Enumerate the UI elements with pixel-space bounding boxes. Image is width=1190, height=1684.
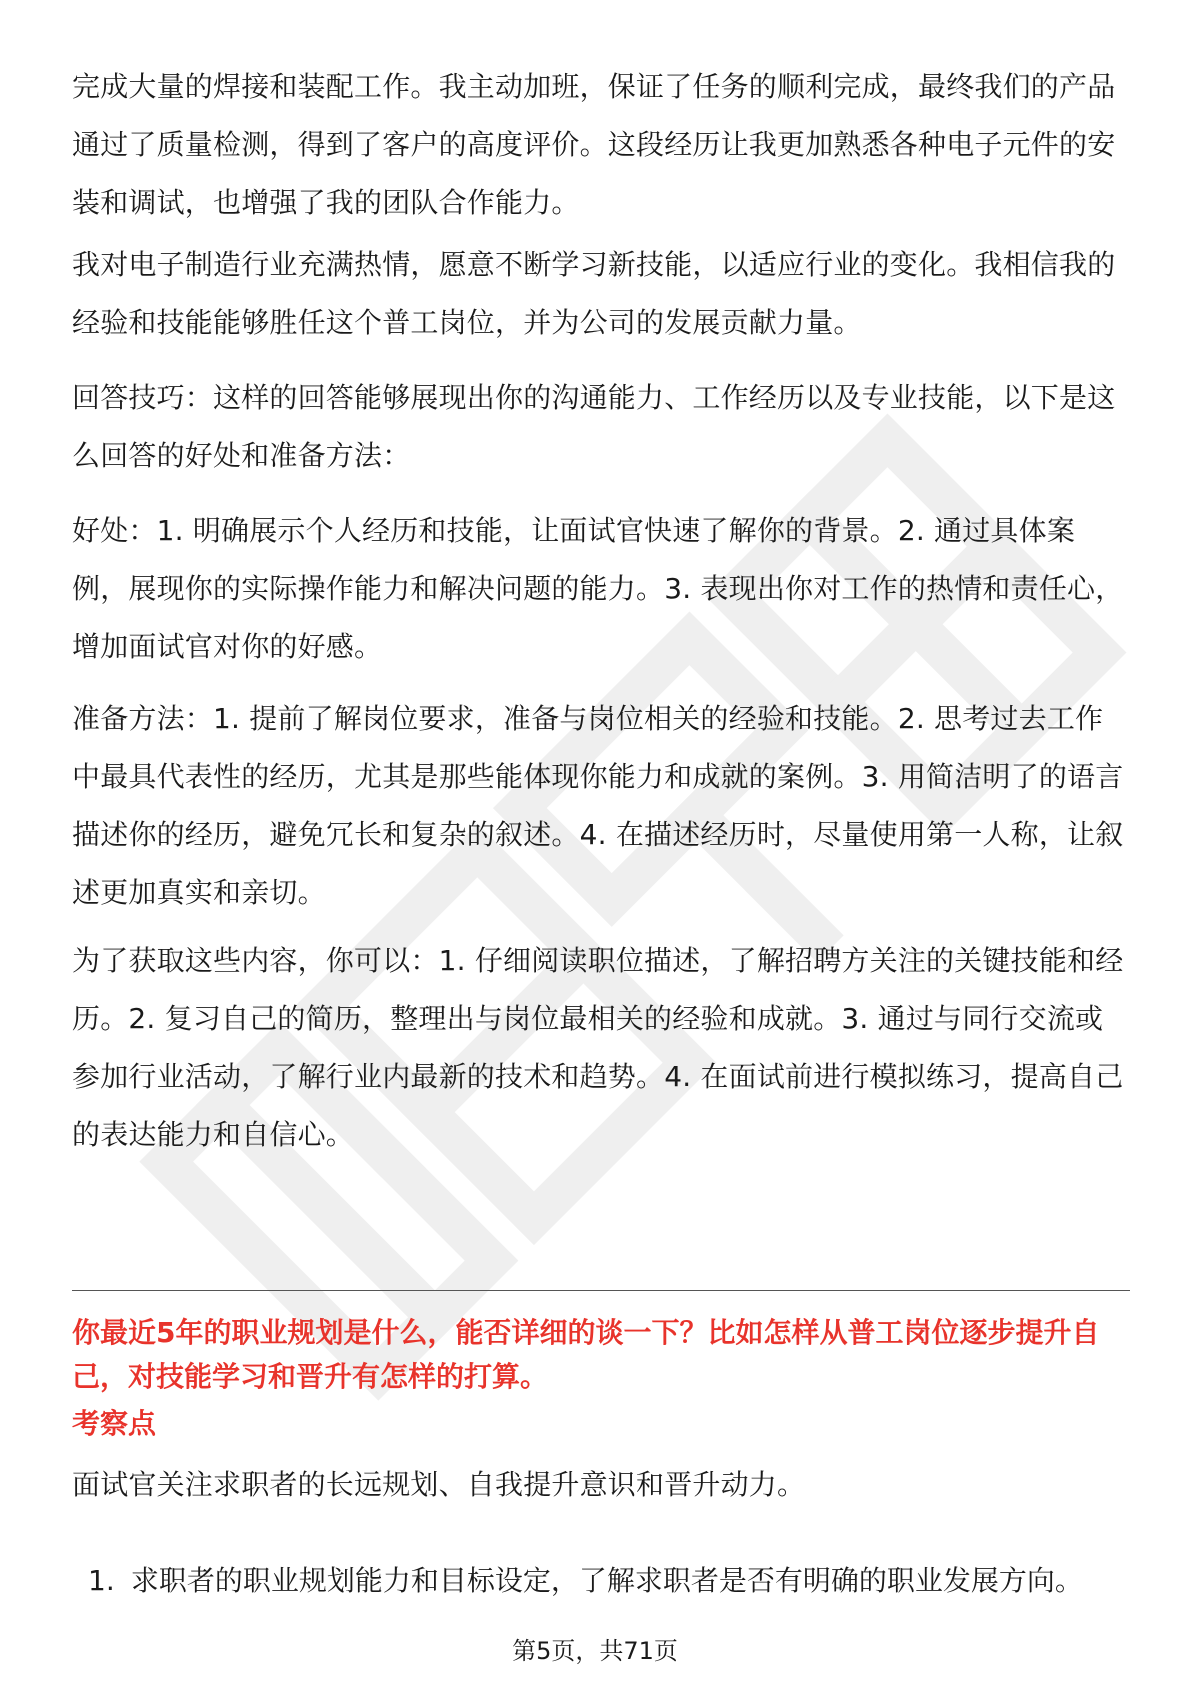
intro-paragraph: 面试官关注求职者的长远规划、自我提升意识和晋升动力。 — [72, 1468, 806, 1501]
paragraph-experience: 完成大量的焊接和装配工作。我主动加班，保证了任务的顺利完成，最终我们的产品通过了质量检测，得到了客户的高度评价。这段经历让我更加熟悉各种电子元件的安装和调试，也增强了我的团队合作能力。 — [72, 70, 1116, 219]
page-footer: 第5页，共71页 — [512, 1637, 678, 1665]
paragraph-passion: 我对电子制造行业充满热情，愿意不断学习新技能，以适应行业的变化。我相信我的经验和技能能够胜任这个普工岗位，并为公司的发展贡献力量。 — [72, 248, 1116, 339]
paragraph-how-to-obtain: 为了获取这些内容，你可以：1. 仔细阅读职位描述，了解招聘方关注的关键技能和经历。2. 复习自己的简历，整理出与岗位最相关的经验和成就。3. 通过与同行交流或参加行业活动，了解行业内最新的技术和趋势。4. 在面试前进行模拟练习，提高自己的表达能力和自信心。 — [72, 944, 1124, 1151]
list-item-text: 求职者的职业规划能力和目标设定，了解求职者是否有明确的职业发展方向。 — [130, 1564, 1083, 1597]
question-heading: 你最近5年的职业规划是什么，能否详细的谈一下？比如怎样从普工岗位逐步提升自己，对技能学习和晋升有怎样的打算。 — [72, 1316, 1100, 1393]
section-divider — [72, 1290, 1130, 1291]
list-item — [88, 1559, 1128, 1603]
list-item-number: 1. — [88, 1564, 115, 1597]
section-label: 考察点 — [72, 1407, 157, 1440]
paragraph-benefits: 好处：1. 明确展示个人经历和技能，让面试官快速了解你的背景。2. 通过具体案例，展现你的实际操作能力和解决问题的能力。3. 表现出你对工作的热情和责任心，增加面试官对你的好感。 — [72, 514, 1124, 663]
paragraph-answer-tips: 回答技巧：这样的回答能够展现出你的沟通能力、工作经历以及专业技能，以下是这么回答的好处和准备方法： — [72, 381, 1116, 472]
paragraph-preparation: 准备方法：1. 提前了解岗位要求，准备与岗位相关的经验和技能。2. 思考过去工作中最具代表性的经历，尤其是那些能体现你能力和成就的案例。3. 用简洁明了的语言描述你的经历，避免冗长和复杂的叙述。4. 在描述经历时，尽量使用第一人称，让叙述更加真实和亲切。 — [72, 702, 1124, 909]
